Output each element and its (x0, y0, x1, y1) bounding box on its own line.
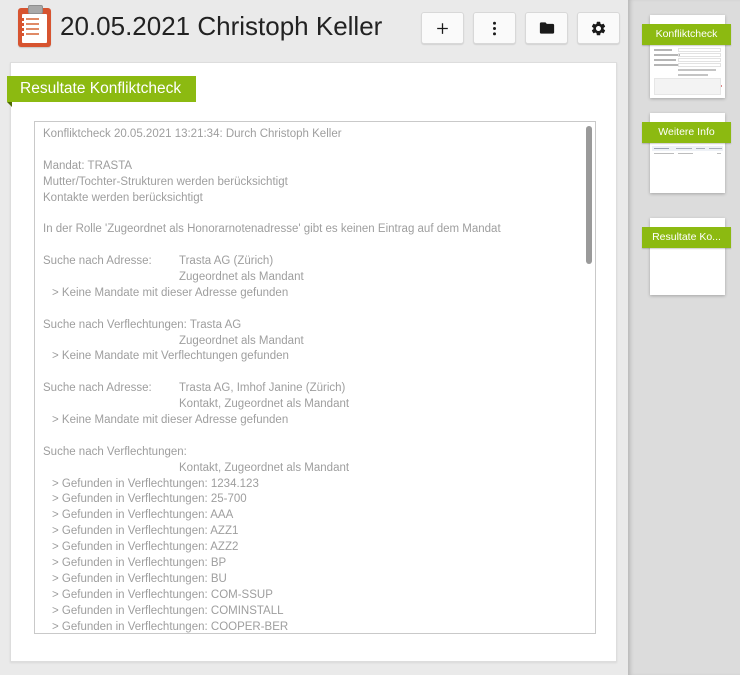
gear-icon (590, 20, 607, 37)
banner-fold (7, 102, 12, 107)
report-line: Suche nach Verflechtungen: Trasta AG (43, 318, 242, 331)
report-line: > Gefunden in Verflechtungen: AZZ2 (52, 541, 239, 554)
report-line (43, 365, 587, 381)
clipboard-icon (18, 8, 51, 47)
thumbnail-resultate[interactable] (650, 218, 725, 295)
report-line: Mandat: TRASTA (43, 159, 133, 172)
conflict-report-text (43, 127, 587, 634)
report-line: > Gefunden in Verflechtungen: 25-700 (52, 493, 247, 506)
report-line: > Gefunden in Verflechtungen: COM-SSUP (52, 588, 273, 601)
documents-button[interactable] (525, 12, 568, 44)
report-line: > Keine Mandate mit dieser Adresse gefunden (52, 286, 289, 299)
report-line: > Keine Mandate mit dieser Adresse gefunden (52, 414, 289, 427)
document-panel (10, 62, 617, 662)
thumbnail-textbox-preview (654, 78, 721, 95)
report-line: > Gefunden in Verflechtungen: BP (52, 557, 227, 570)
report-line: > Gefunden in Verflechtungen: 1234.123 (52, 477, 259, 490)
report-line (43, 143, 587, 159)
report-line: > Gefunden in Verflechtungen: COMINSTALL (52, 604, 284, 617)
thumbnail-weitere-info[interactable] (650, 113, 725, 193)
add-button[interactable] (421, 12, 464, 44)
report-scrollbar-thumb[interactable] (586, 126, 592, 264)
report-line: > Gefunden in Verflechtungen: BU (52, 572, 227, 585)
folder-icon (538, 19, 556, 37)
report-line: > Keine Mandate mit Verflechtungen gefunden (52, 350, 289, 363)
report-line: > Gefunden in Verflechtungen: COOPER-BER (52, 620, 289, 633)
thumbnail-sidebar (628, 0, 740, 675)
thumbnail-banner (642, 24, 731, 45)
thumbnail-banner (642, 227, 731, 248)
report-line: Suche nach Verflechtungen: (43, 445, 187, 458)
report-line: Zugeordnet als Mandant (179, 334, 304, 347)
thumbnail-label: Resultate Ko... (652, 231, 721, 243)
plus-icon (434, 20, 451, 37)
report-line: > Gefunden in Verflechtungen: AAA (52, 509, 234, 522)
thumbnail-label: Weitere Info (658, 126, 715, 138)
page-title: 20.05.2021 Christoph Keller (60, 11, 383, 41)
report-line: Konfliktcheck 20.05.2021 13:21:34: Durch Christoph Keller (43, 128, 342, 140)
report-line: Zugeordnet als Mandant (179, 271, 304, 284)
report-line (43, 238, 587, 254)
thumbnail-table-preview (652, 146, 723, 156)
report-line: In der Rolle 'Zugeordnet als Honorarnotenadresse' gibt es keinen Eintrag auf dem Mandat (43, 223, 501, 236)
thumbnail-label: Konfliktcheck (655, 28, 718, 40)
thumbnail-konfliktcheck[interactable] (650, 15, 725, 98)
report-line (43, 302, 587, 318)
report-line: Suche nach Adresse: Trasta AG (Zürich) (43, 255, 274, 268)
thumbnail-banner (642, 122, 731, 143)
settings-button[interactable] (577, 12, 620, 44)
report-line: Kontakt, Zugeordnet als Mandant (179, 398, 350, 411)
header-bar (0, 0, 628, 62)
report-line: Mutter/Tochter-Strukturen werden berücksichtigt (43, 175, 288, 188)
kebab-menu-icon (486, 20, 503, 37)
conflict-report-area[interactable] (34, 121, 596, 634)
section-banner-label: Resultate Konfliktcheck (20, 80, 182, 97)
report-line: Kontakte werden berücksichtigt (43, 191, 203, 204)
report-line (43, 206, 587, 222)
report-line (43, 429, 587, 445)
report-line: > Gefunden in Verflechtungen: AZZ1 (52, 525, 239, 538)
report-line: Kontakt, Zugeordnet als Mandant (179, 461, 350, 474)
more-menu-button[interactable] (473, 12, 516, 44)
report-line: Suche nach Adresse: Trasta AG, Imhof Janine (Zürich) (43, 382, 346, 395)
section-banner (7, 76, 196, 102)
